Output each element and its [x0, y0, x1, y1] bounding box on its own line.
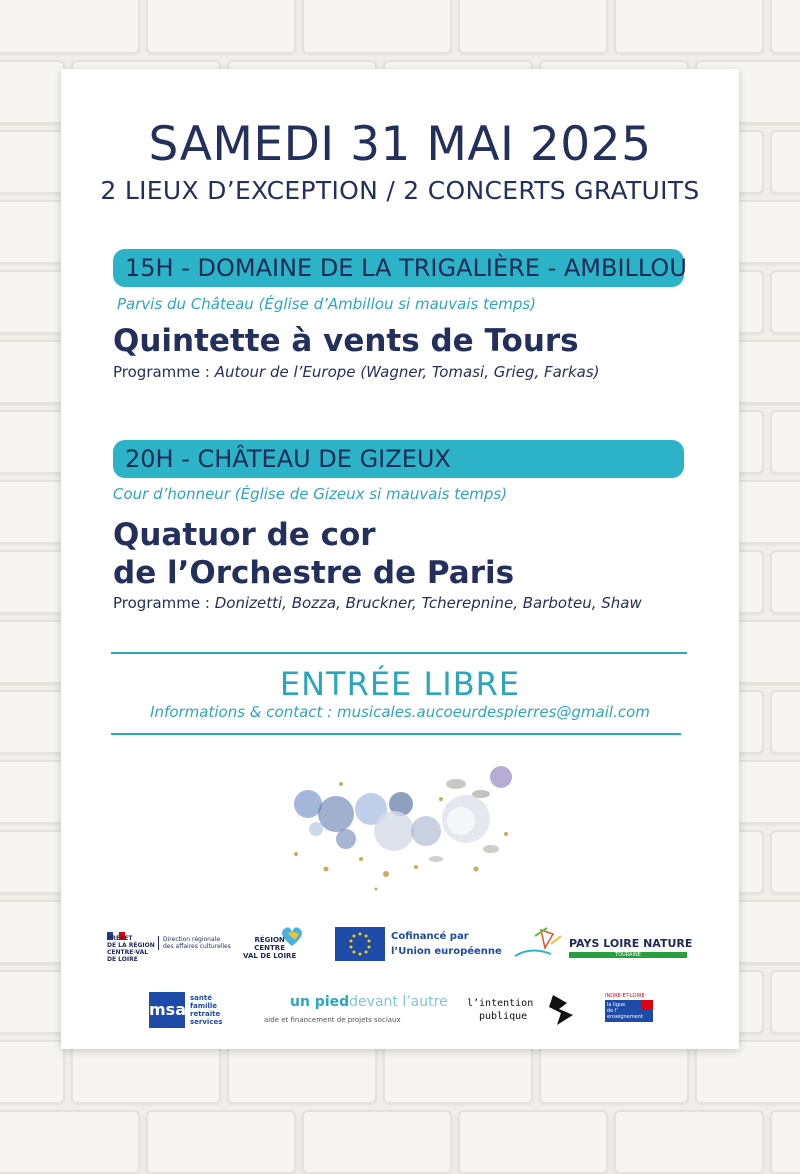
ligue-line-1: la ligue — [607, 1002, 626, 1008]
ligue-line-3: enseignement — [607, 1014, 643, 1020]
intention-arrow-icon — [547, 993, 577, 1027]
wall-brick — [458, 0, 608, 54]
concert-1-time-place-bar — [113, 249, 687, 287]
divider-bottom — [111, 733, 681, 735]
wall-brick — [0, 900, 65, 964]
pays-loire-text: PAYS LOIRE NATURE — [569, 937, 693, 950]
un-pied-devant-lautre-logo — [261, 994, 448, 1026]
msa-mark: msa — [149, 992, 185, 1028]
prefet-line-2: DE LA RÉGION — [107, 942, 155, 949]
region-line-2: CENTRE — [254, 944, 285, 952]
wall-brick — [71, 1040, 221, 1104]
ligue-enseignement-logo — [605, 993, 655, 1025]
wall-brick — [0, 1110, 140, 1174]
wall-brick — [146, 0, 296, 54]
wall-brick — [614, 0, 764, 54]
pied-bold-text: un pied — [290, 994, 350, 1010]
wall-brick — [302, 1110, 452, 1174]
pied-subtitle: aide et financement de projets sociaux — [264, 1016, 401, 1024]
event-date: SAMEDI 31 MAI 2025 — [148, 117, 652, 172]
wall-brick — [770, 130, 800, 194]
msa-line-1: santé — [190, 994, 212, 1002]
touraine-band: TOURAINE — [569, 952, 687, 958]
ligue-line-2: de l’ — [607, 1008, 618, 1014]
concert-1-venue: Parvis du Château (Église d’Ambillou si mauvais temps) — [117, 295, 537, 313]
wall-brick — [146, 1110, 296, 1174]
wall-brick — [302, 0, 452, 54]
wall-brick — [539, 1040, 689, 1104]
wall-brick — [614, 1110, 764, 1174]
contact-info: Informations & contact : musicales.aucoeurdespierres@gmail.com — [150, 703, 650, 721]
concert-1-time-place: 15H - DOMAINE DE LA TRIGALIÈRE - AMBILLOU — [125, 254, 687, 282]
concert-2-time-place: 20H - CHÂTEAU DE GIZEUX — [125, 445, 451, 473]
msa-logo — [149, 992, 249, 1030]
drac-line-1: Direction régionale — [163, 936, 221, 943]
programme-list: Autour de l’Europe (Wagner, Tomasi, Grieg, Farkas) — [214, 363, 600, 381]
wall-brick — [770, 550, 800, 614]
eu-logo — [335, 927, 502, 961]
wall-brick — [0, 200, 65, 264]
eu-line-1: Cofinancé par — [391, 931, 469, 942]
region-logo — [243, 926, 307, 966]
prefet-line-3: CENTRE-VAL — [107, 949, 149, 956]
msa-line-3: retraite — [190, 1010, 221, 1018]
flower-illustration — [276, 759, 516, 899]
divider-top — [111, 652, 687, 654]
msa-line-4: services — [190, 1018, 223, 1026]
event-subtitle: 2 LIEUX D’EXCEPTION / 2 CONCERTS GRATUITS — [100, 176, 700, 205]
wall-brick — [695, 1040, 800, 1104]
region-line-3: VAL DE LOIRE — [243, 952, 297, 960]
prefet-line-1: PRÉFET — [107, 935, 133, 942]
wall-brick — [0, 340, 65, 404]
wall-brick — [227, 1040, 377, 1104]
pays-loire-swoosh-icon — [511, 924, 567, 960]
concert-poster — [61, 69, 739, 1049]
wall-brick — [0, 480, 65, 544]
concert-2-ensemble-line-1: Quatuor de cor — [113, 517, 376, 553]
entree-libre: ENTRÉE LIBRE — [279, 665, 521, 703]
drac-logo — [158, 936, 231, 950]
wall-brick — [770, 1110, 800, 1174]
wall-brick — [770, 970, 800, 1034]
wall-brick — [0, 760, 65, 824]
msa-line-2: famille — [190, 1002, 218, 1010]
eu-line-2: l’Union européenne — [391, 946, 502, 957]
concert-2-programme — [113, 594, 642, 612]
wall-brick — [0, 0, 140, 54]
concert-1-ensemble: Quintette à vents de Tours — [113, 323, 579, 359]
concert-1-programme — [113, 363, 600, 381]
programme-list: Donizetti, Bozza, Bruckner, Tcherepnine, Barboteu, Shaw — [214, 594, 642, 612]
intention-line-2: publique — [479, 1011, 528, 1022]
wall-brick — [770, 690, 800, 754]
wall-brick — [383, 1040, 533, 1104]
wall-brick — [0, 60, 65, 124]
concert-2-venue: Cour d’honneur (Église de Gizeux si mauvais temps) — [113, 485, 508, 503]
pays-loire-nature-logo — [511, 924, 691, 964]
intention-publique-logo — [465, 991, 585, 1031]
wall-brick — [770, 270, 800, 334]
region-line-1: RÉGION — [254, 936, 285, 944]
programme-label: Programme : — [113, 363, 215, 381]
wall-brick — [770, 830, 800, 894]
ligue-top: INDRE-ET-LOIRE — [605, 993, 645, 999]
concert-2-time-place-bar — [113, 440, 684, 478]
drac-line-2: des affaires culturelles — [163, 943, 231, 950]
intention-line-1: l’intention — [467, 998, 534, 1009]
concert-2-ensemble-line-2: de l’Orchestre de Paris — [113, 555, 515, 591]
wall-brick — [0, 1040, 65, 1104]
programme-label: Programme : — [113, 594, 215, 612]
wall-brick — [458, 1110, 608, 1174]
eu-flag-icon — [335, 927, 385, 961]
wall-brick — [0, 620, 65, 684]
prefet-line-4: DE LOIRE — [107, 956, 138, 963]
wall-brick — [770, 0, 800, 54]
pied-rest-text: devant l’autre — [349, 994, 448, 1010]
wall-brick — [770, 410, 800, 474]
